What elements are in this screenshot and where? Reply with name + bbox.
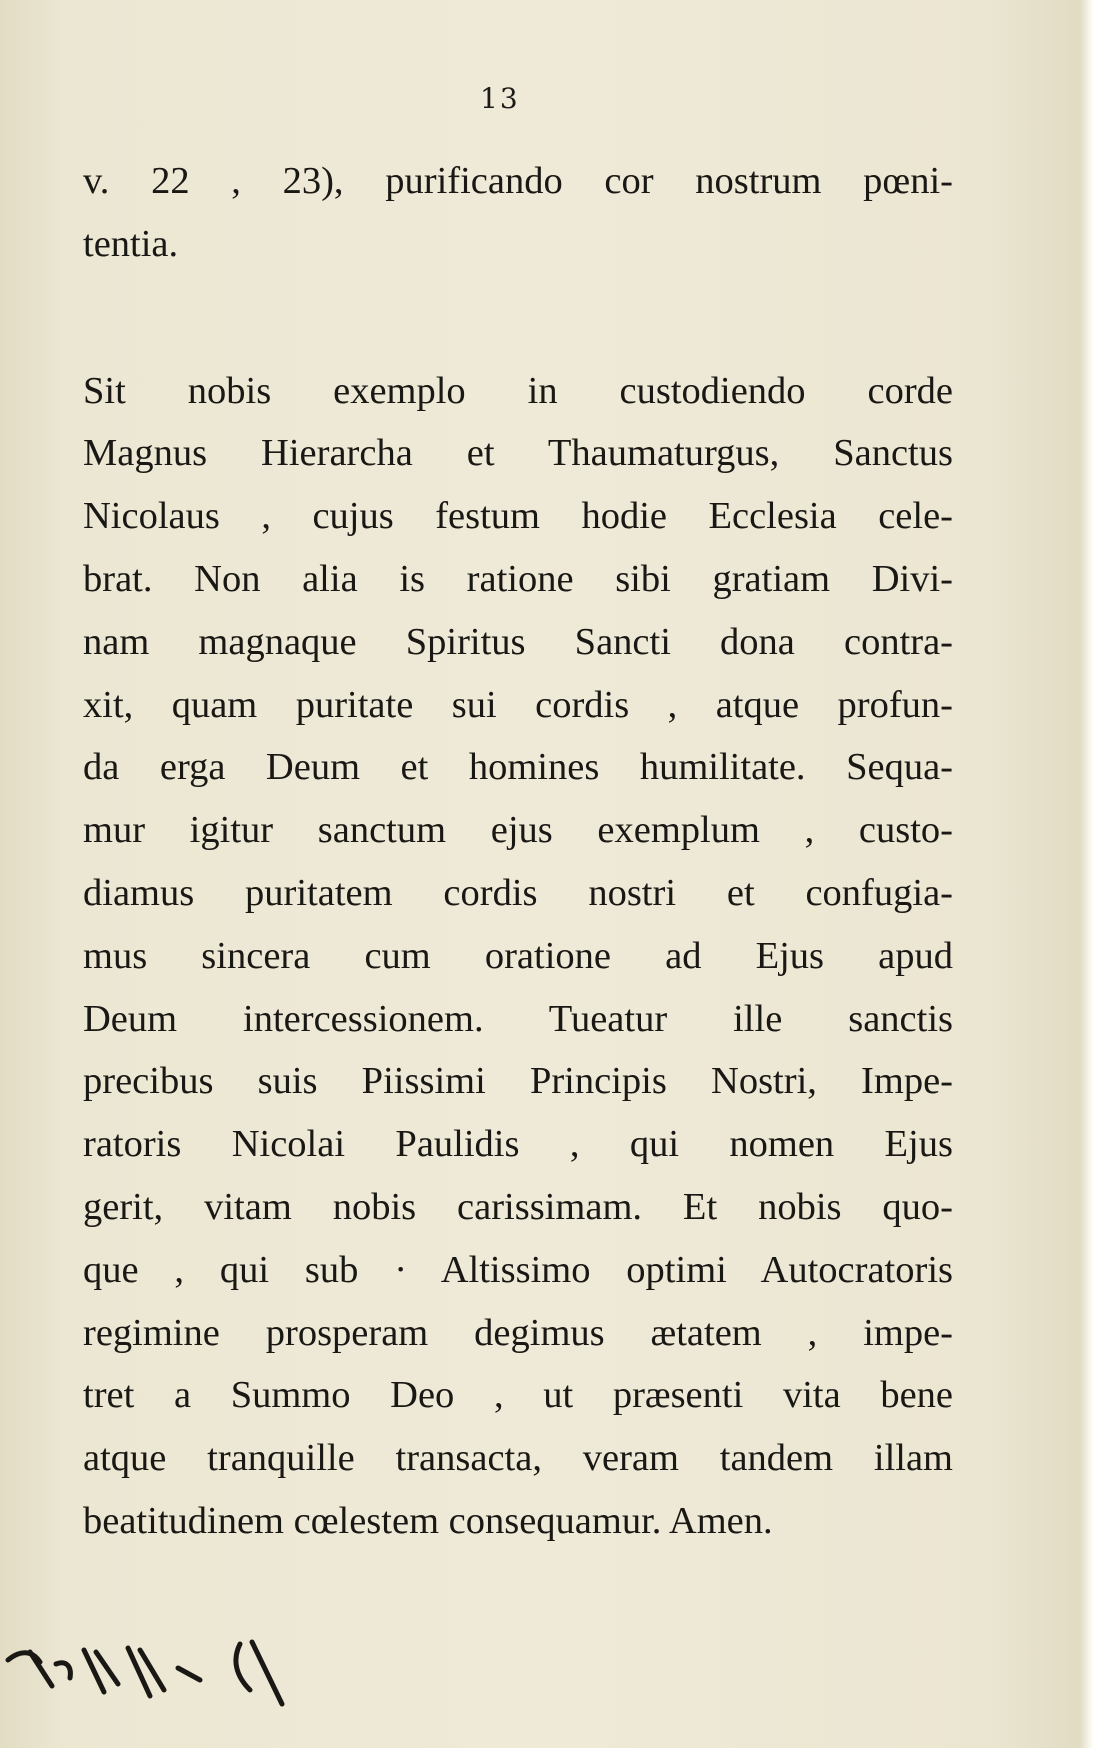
text-line: Sit nobis exemplo in custodiendo corde [83,369,953,412]
text-line: mus sincera cum oratione ad Ejus apud [83,934,953,977]
text-line: atque tranquille transacta, veram tandem illam [83,1437,953,1480]
text-line: beatitudinem cœlestem consequamur. Amen. [83,1499,773,1542]
text-line: gerit, vitam nobis carissimam. Et nobis quo- [83,1185,953,1228]
text-line: Magnus Hierarcha et Thaumaturgus, Sanctus [83,432,953,475]
paragraph-2 [83,360,953,1553]
text-line: ratoris Nicolai Paulidis , qui nomen Ejus [83,1123,953,1166]
body-text [83,150,953,1553]
text-line: que , qui sub · Altissimo optimi Autocratoris [83,1248,953,1291]
paragraph-gap [83,276,953,360]
paragraph-1 [83,150,953,276]
text-line: diamus puritatem cordis nostri et confugia- [83,871,953,914]
text-line: Deum intercessionem. Tueatur ille sanctis [83,997,953,1040]
text-line: mur igitur sanctum ejus exemplum , custo- [83,809,953,852]
text-line: brat. Non alia is ratione sibi gratiam Divi- [83,557,953,600]
text-line: nam magnaque Spiritus Sancti dona contra- [83,620,953,663]
handwritten-mark [0,1620,320,1710]
text-line: tentia. [83,222,179,265]
text-line: regimine prosperam degimus ætatem , impe- [83,1311,953,1354]
text-line: Nicolaus , cujus festum hodie Ecclesia cele- [83,495,953,538]
text-line: da erga Deum et homines humilitate. Sequa- [83,746,953,789]
page-edge [1080,0,1094,1748]
page-number: 13 [480,82,520,115]
text-line: xit, quam puritate sui cordis , atque profun- [83,683,953,726]
text-line: tret a Summo Deo , ut præsenti vita bene [83,1374,953,1417]
text-line: v. 22 , 23), purificando cor nostrum pœni- [83,160,953,202]
text-line: precibus suis Piissimi Principis Nostri, Impe- [83,1060,953,1103]
